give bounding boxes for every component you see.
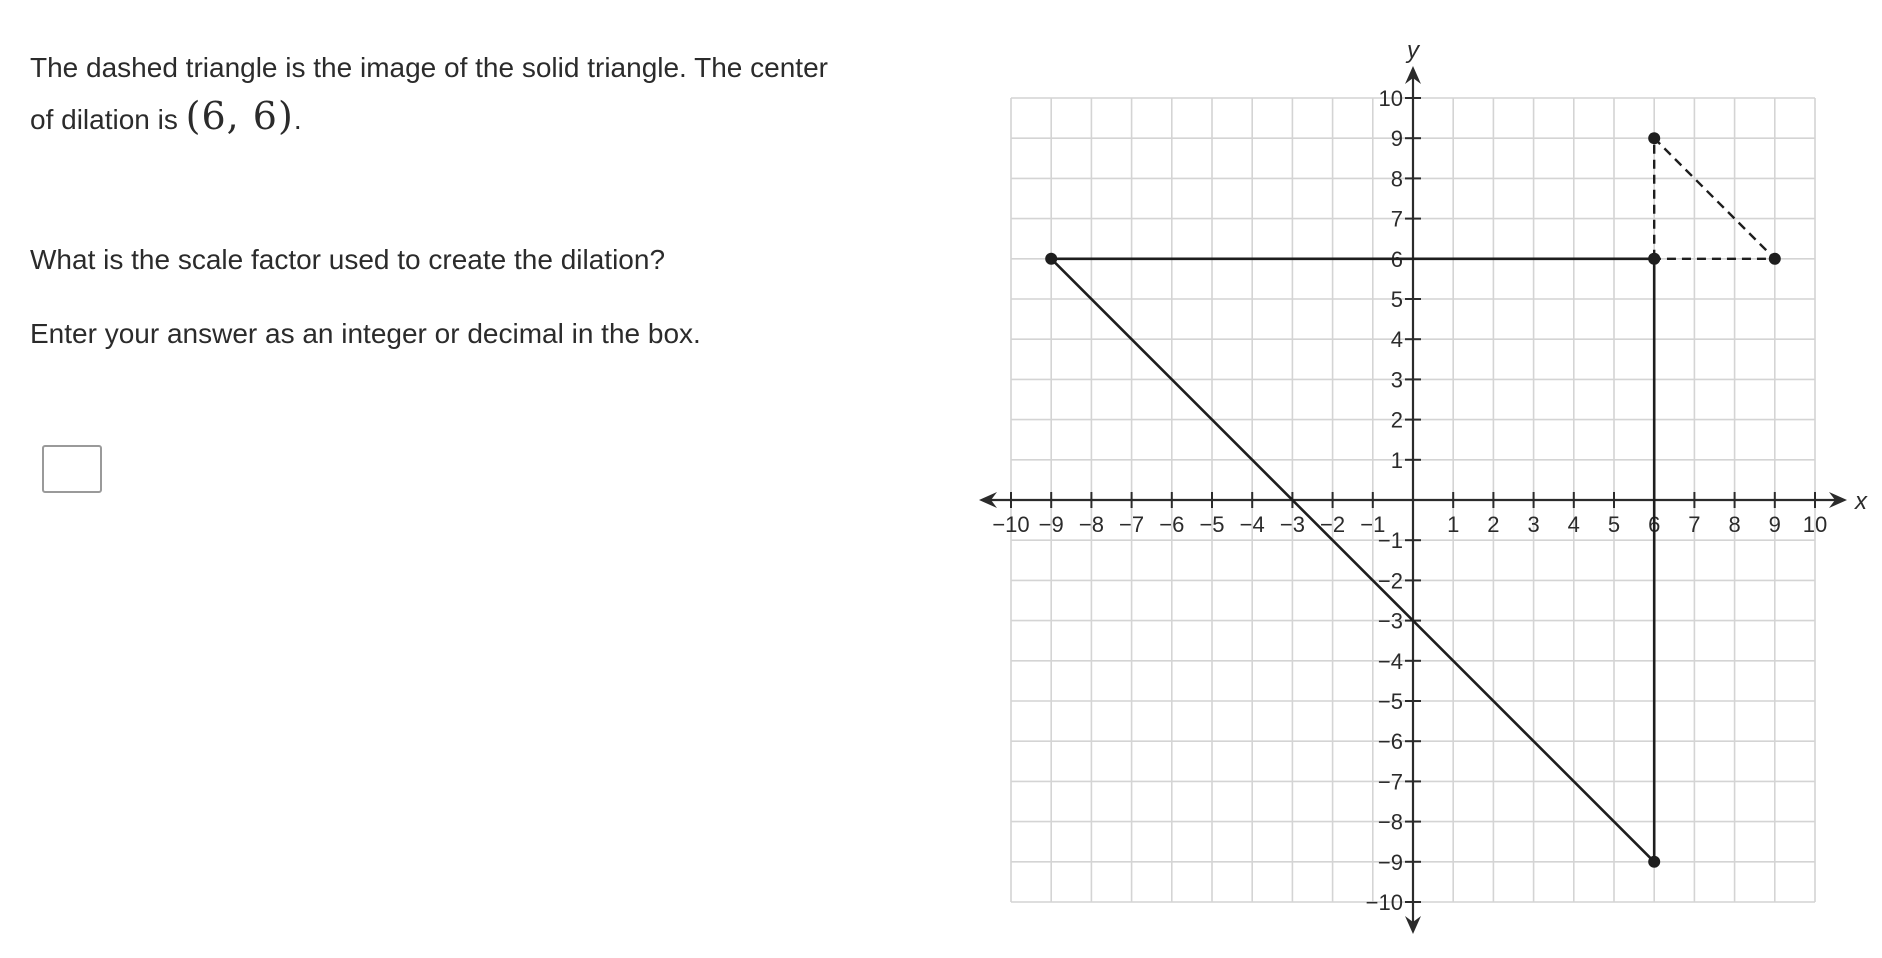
question-prompt: What is the scale factor used to create the dilation?: [30, 244, 666, 275]
question-text: [30, 44, 930, 144]
x-tick-label: −10: [992, 512, 1030, 537]
question-line-2-prefix: of dilation is: [30, 104, 186, 135]
x-tick-label: 10: [1802, 512, 1828, 537]
y-tick-label: 6: [1390, 246, 1403, 272]
dashed-triangle-vertex: [1769, 253, 1781, 265]
answer-instruction: Enter your answer as an integer or decimal in the box.: [30, 318, 701, 349]
y-tick-label: −1: [1377, 528, 1403, 554]
y-axis-label: y: [1407, 37, 1419, 64]
y-tick-label: −4: [1377, 648, 1403, 674]
y-tick-label: −5: [1377, 689, 1403, 714]
y-tick-label: −8: [1377, 809, 1403, 835]
y-tick-label: 9: [1390, 126, 1403, 152]
y-tick-label: 1: [1390, 447, 1403, 473]
x-tick-label: −2: [1320, 512, 1346, 537]
x-tick-label: 3: [1527, 512, 1540, 537]
dashed-triangle-outline: [1654, 138, 1775, 259]
x-tick-label: −1: [1360, 512, 1386, 537]
x-tick-label: −5: [1199, 512, 1225, 537]
coordinate-graph: [960, 30, 1880, 958]
y-tick-label: 10: [1378, 86, 1403, 111]
center-of-dilation: (6, 6): [185, 94, 294, 138]
dashed-triangle-vertex: [1648, 132, 1660, 144]
x-tick-label: −7: [1119, 512, 1145, 537]
solid-triangle: [1045, 253, 1660, 868]
y-tick-label: −10: [1365, 890, 1403, 915]
y-tick-label: 3: [1390, 367, 1403, 393]
answer-input[interactable]: [42, 445, 102, 493]
y-tick-label: −9: [1377, 849, 1403, 875]
question-line-1: The dashed triangle is the image of the solid triangle. The center: [30, 52, 828, 83]
question-line-2: [30, 92, 930, 144]
x-axis-label: x: [1855, 488, 1867, 515]
dashed-triangle: [1648, 132, 1781, 265]
solid-triangle-vertex: [1045, 253, 1057, 265]
x-tick-label: −8: [1078, 512, 1104, 537]
x-tick-label: 4: [1567, 512, 1580, 537]
y-tick-label: −3: [1377, 608, 1403, 634]
x-tick-label: −9: [1038, 512, 1064, 537]
x-tick-label: 6: [1648, 512, 1661, 537]
question-line-2-suffix: .: [293, 104, 302, 135]
x-tick-label: 2: [1487, 512, 1500, 537]
x-tick-label: 5: [1607, 512, 1621, 537]
y-tick-label: −6: [1377, 729, 1403, 755]
x-tick-label: 8: [1728, 512, 1741, 537]
y-tick-label: 7: [1390, 206, 1403, 232]
y-tick-label: −2: [1377, 568, 1403, 594]
x-tick-label: 7: [1688, 512, 1701, 537]
x-tick-label: −3: [1279, 512, 1305, 537]
dashed-triangle-vertex: [1648, 253, 1660, 265]
y-tick-label: 8: [1390, 166, 1403, 192]
y-tick-label: 4: [1390, 327, 1403, 353]
solid-triangle-vertex: [1648, 856, 1660, 868]
y-tick-label: 5: [1390, 287, 1403, 312]
x-tick-label: −6: [1159, 512, 1185, 537]
y-tick-label: −7: [1377, 769, 1403, 795]
y-tick-label: 2: [1390, 407, 1403, 433]
solid-triangle-outline: [1051, 259, 1654, 862]
x-tick-label: 1: [1447, 512, 1460, 537]
x-tick-label: 9: [1768, 512, 1781, 537]
x-tick-label: −4: [1239, 512, 1265, 537]
